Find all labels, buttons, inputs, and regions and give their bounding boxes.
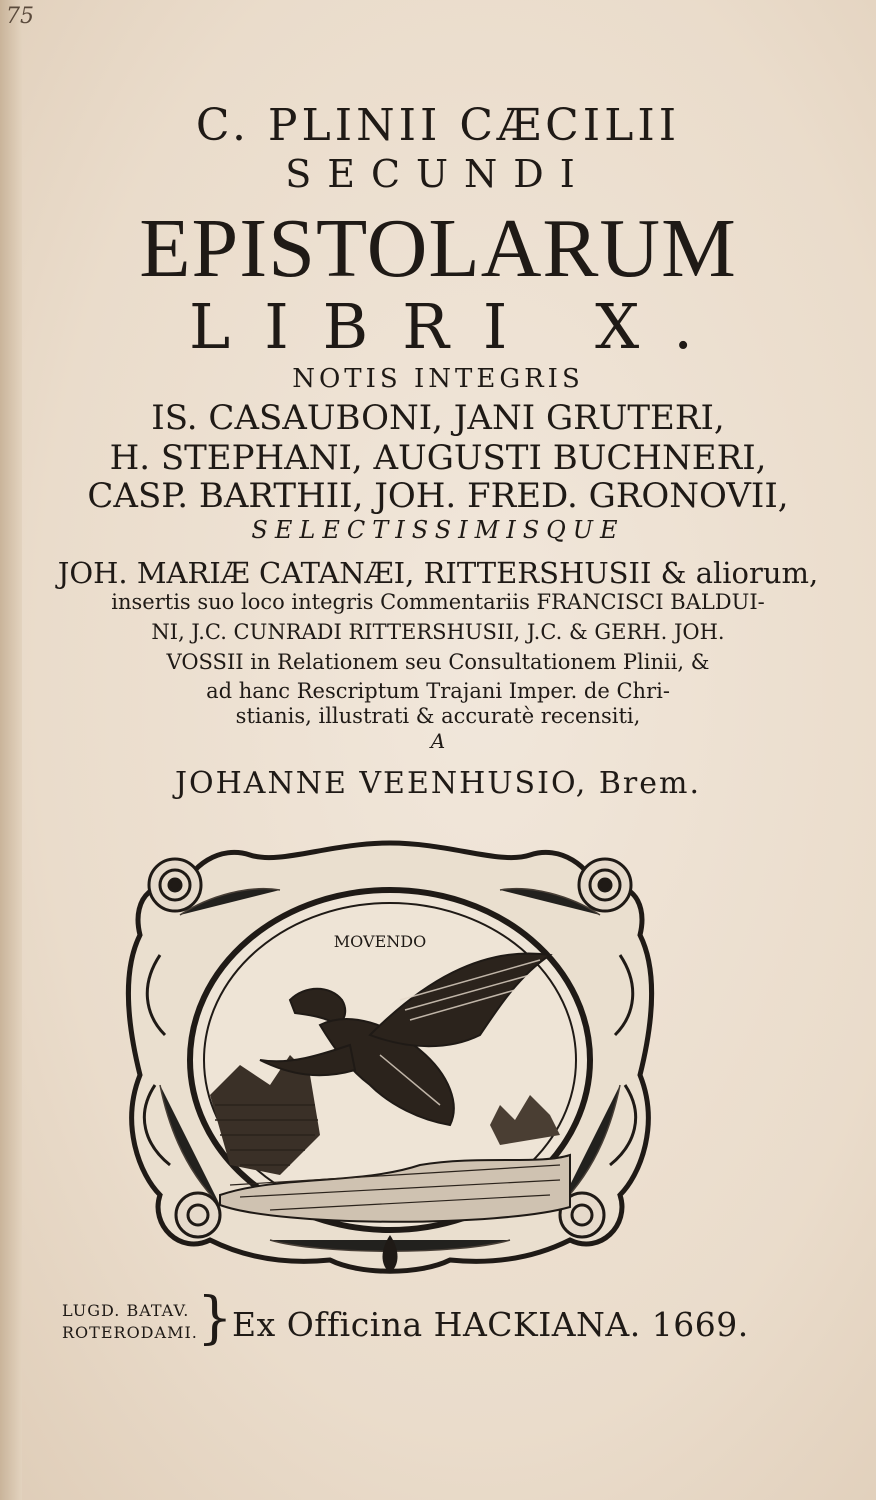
title-line-2: SECUNDI <box>285 152 591 196</box>
rose-ornament-bottom-left <box>176 1193 220 1237</box>
rose-ornament-right <box>579 859 631 911</box>
body-line-c: NI, J.C. CUNRADI RITTERSHUSII, J.C. & GERH. JOH. <box>151 620 725 644</box>
rose-ornament-left <box>149 859 201 911</box>
body-line-d: VOSSII in Relationem seu Consultationem Plinii, & <box>166 650 710 674</box>
commentators-line-2: H. STEPHANI, AUGUSTI BUCHNERI, <box>109 438 767 478</box>
by-line: A <box>430 729 446 753</box>
commentators-line-1: IS. CASAUBONI, JANI GRUTERI, <box>151 398 725 438</box>
body-line-f: stianis, illustrati & accuratè recensiti, <box>235 704 641 728</box>
editor-name: JOHANNE VEENHUSIO, Brem. <box>175 766 701 801</box>
imprint <box>0 1286 876 1367</box>
body-line-b: insertis suo loco integris Commentariis FRANCISCI BALDUI- <box>111 590 765 614</box>
imprint-brace: } <box>197 1286 233 1351</box>
imprint-publisher: Ex Officina HACKIANA. 1669. <box>232 1305 749 1344</box>
printers-device-illustration <box>120 835 660 1275</box>
imprint-city-2: ROTERODAMI. <box>62 1323 198 1342</box>
title-books: LIBRI X. <box>189 290 727 363</box>
selected-heading: SELECTISSIMISQUE <box>251 516 625 544</box>
commentators-line-3: CASP. BARTHII, JOH. FRED. GRONOVII, <box>87 476 789 516</box>
body-line-a: JOH. MARIÆ CATANÆI, RITTERSHUSII & aliorum, <box>57 556 819 590</box>
notes-heading: NOTIS INTEGRIS <box>292 364 584 394</box>
imprint-cities <box>62 1300 198 1344</box>
body-line-e: ad hanc Rescriptum Trajani Imper. de Chri- <box>206 679 670 703</box>
title-line-1: C. PLINII CÆCILII <box>195 100 681 151</box>
imprint-city-1: LUGD. BATAV. <box>62 1301 190 1320</box>
device-motto: MOVENDO <box>333 932 427 951</box>
title-main: EPISTOLARUM <box>139 202 737 295</box>
pencil-mark: 75 <box>6 4 34 29</box>
